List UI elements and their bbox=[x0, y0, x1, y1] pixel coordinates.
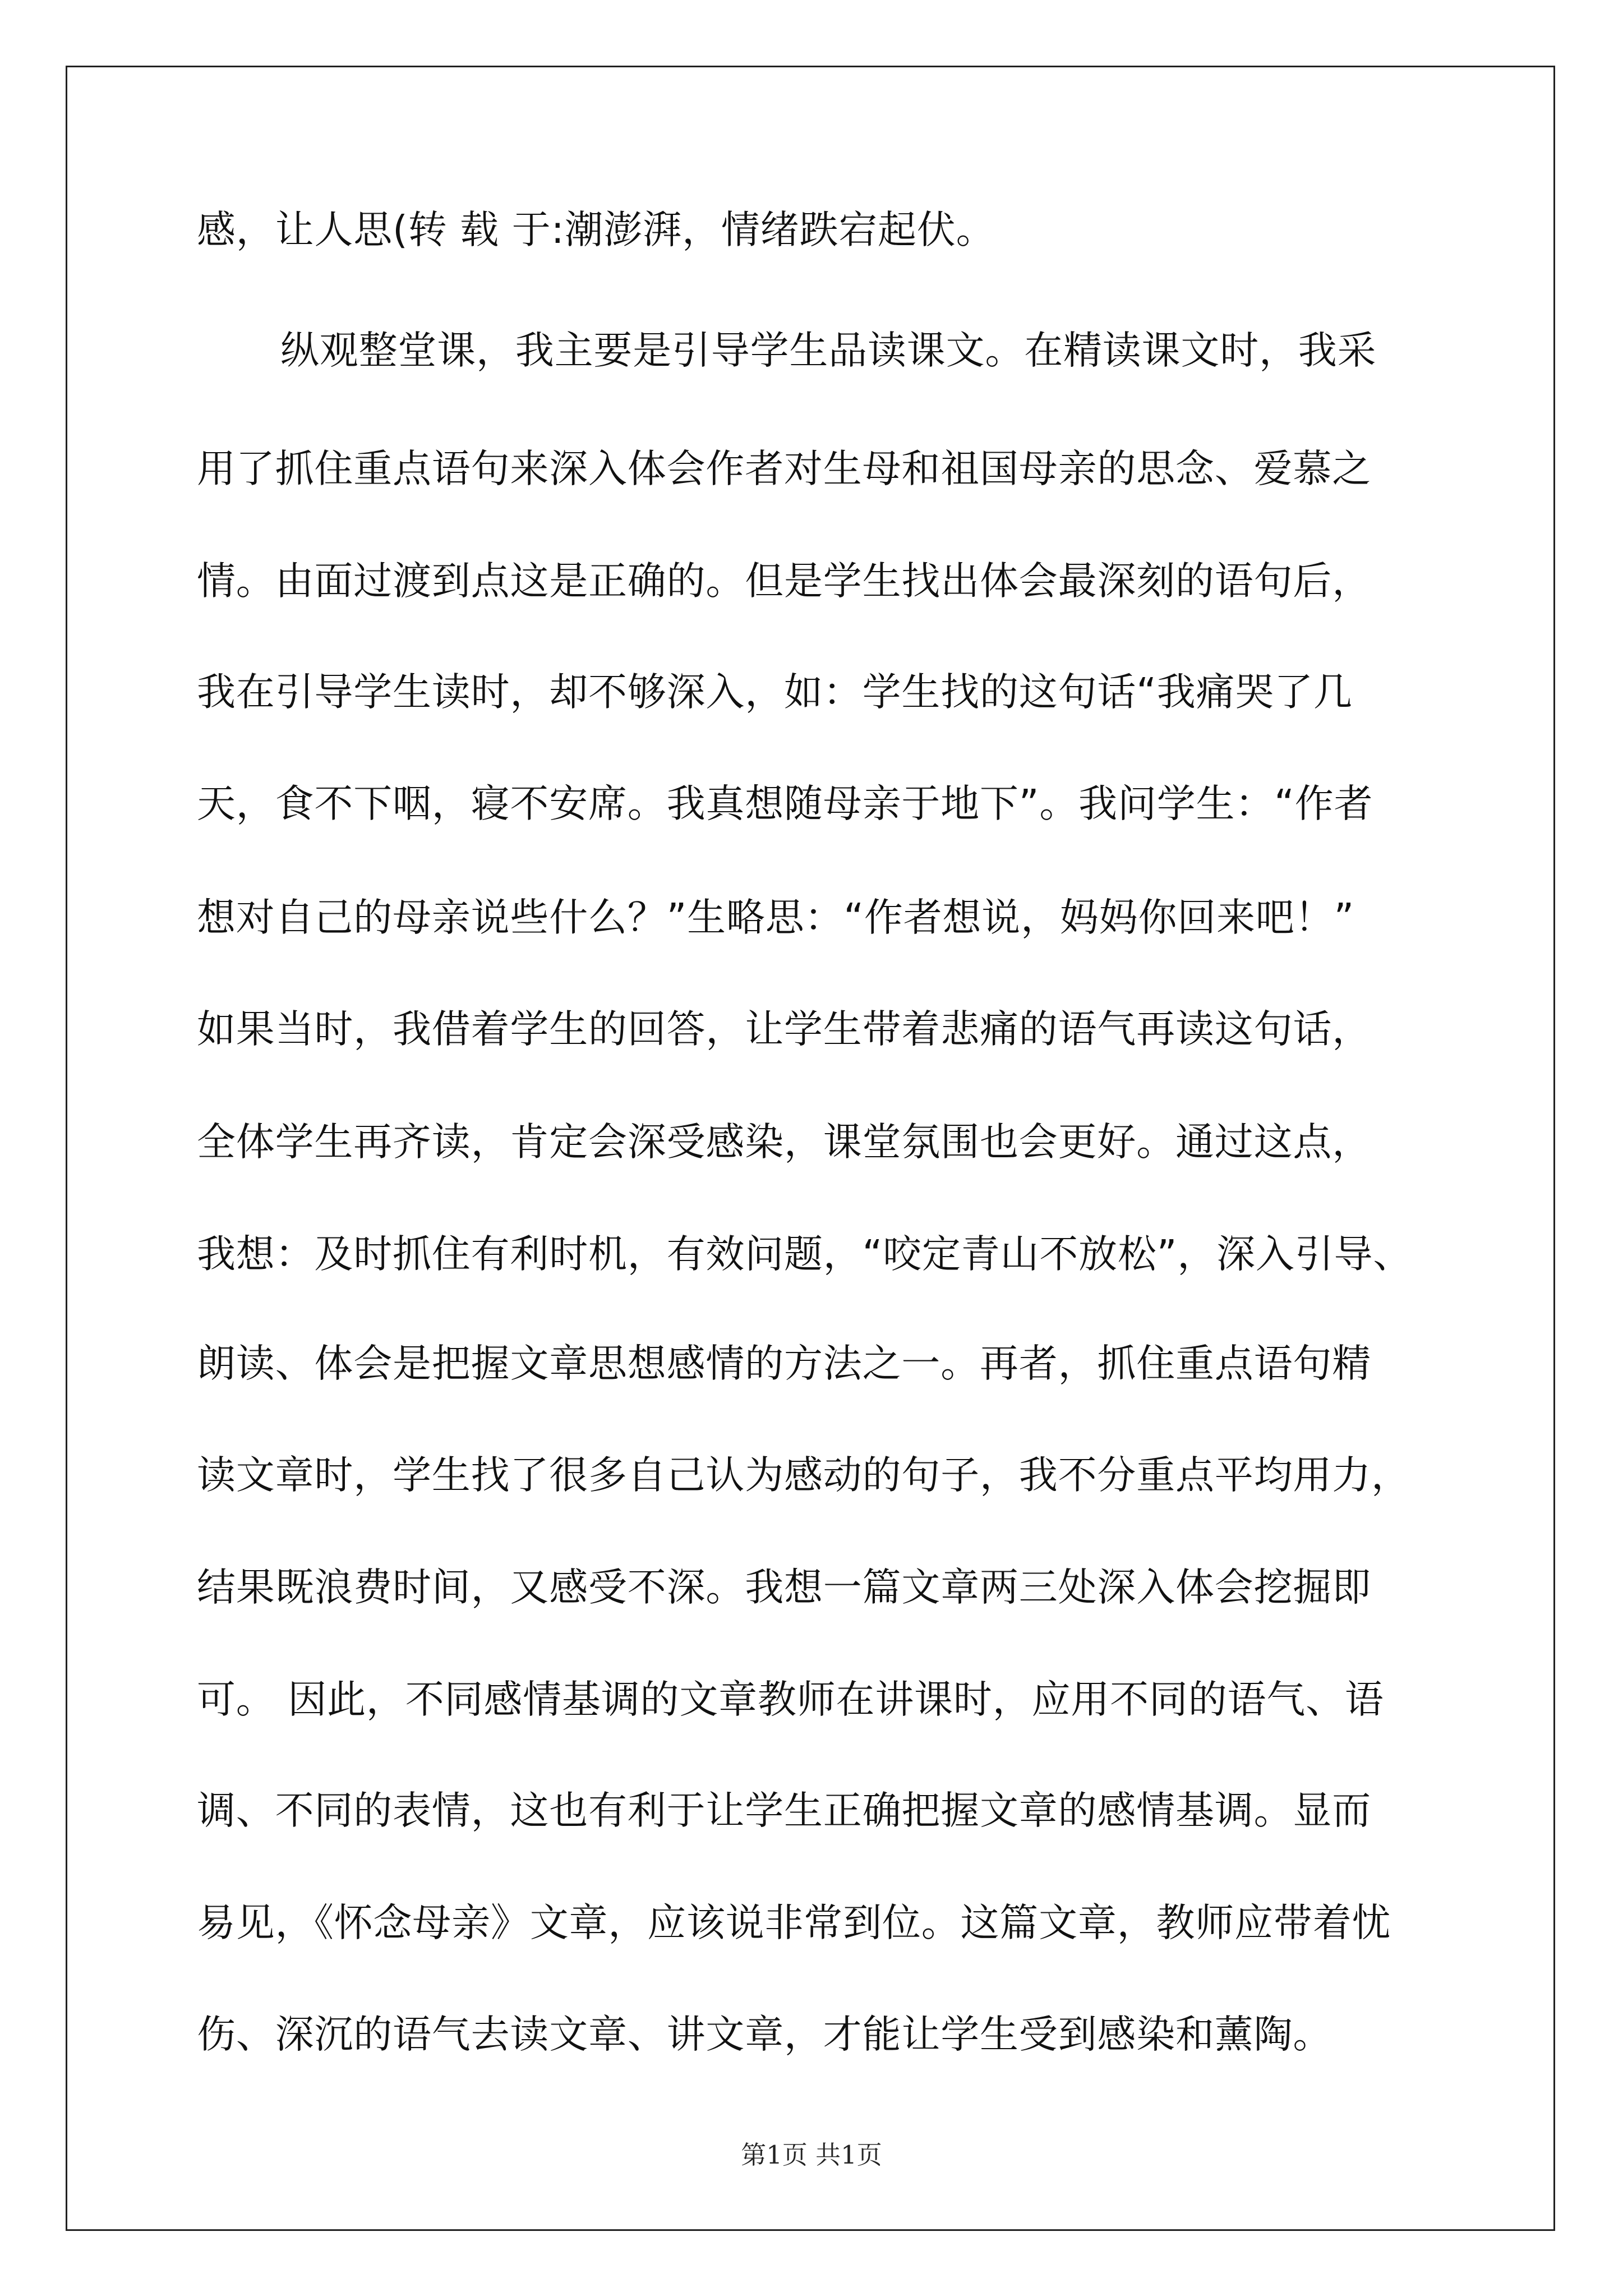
paragraph-line-9: 全体学生再齐读，肯定会深受感染，课堂氛围也会更好。通过这点， bbox=[197, 1120, 1371, 1165]
paragraph-line-7: 想对自己的母亲说些什么？”生略思：“作者想说，妈妈你回来吧！” bbox=[197, 895, 1355, 940]
paragraph-line-6: 天，食不下咽，寝不安席。我真想随母亲于地下”。我问学生：“作者 bbox=[197, 781, 1373, 826]
paragraph-line-14: 可。 因此，不同感情基调的文章教师在讲课时，应用不同的语气、语 bbox=[197, 1677, 1384, 1722]
paragraph-line-8: 如果当时，我借着学生的回答，让学生带着悲痛的语气再读这句话， bbox=[197, 1007, 1371, 1052]
paragraph-line-16: 易见，《怀念母亲》文章，应该说非常到位。这篇文章，教师应带着忧 bbox=[197, 1901, 1391, 1945]
paragraph-line-2: 纵观整堂课，我主要是引导学生品读课文。在精读课文时，我采 bbox=[280, 328, 1377, 373]
paragraph-line-17: 伤、深沉的语气去读文章、讲文章，才能让学生受到感染和薰陶。 bbox=[197, 2012, 1332, 2057]
paragraph-line-10: 我想：及时抓住有利时机，有效问题，“咬定青山不放松”，深入引导、 bbox=[197, 1232, 1413, 1277]
paragraph-line-13: 结果既浪费时间，又感受不深。我想一篇文章两三处深入体会挖掘即 bbox=[197, 1565, 1371, 1610]
paragraph-line-12: 读文章时，学生找了很多自己认为感动的句子，我不分重点平均用力， bbox=[197, 1453, 1410, 1498]
page-number-footer: 第1页 共1页 bbox=[741, 2140, 882, 2170]
paragraph-line-11: 朗读、体会是把握文章思想感情的方法之一。再者，抓住重点语句精 bbox=[197, 1341, 1371, 1386]
paragraph-line-1: 感，让人思(转 载 于:潮澎湃，情绪跌宕起伏。 bbox=[197, 208, 995, 252]
paragraph-line-3: 用了抓住重点语句来深入体会作者对生母和祖国母亲的思念、爱慕之 bbox=[197, 447, 1371, 491]
paragraph-line-5: 我在引导学生读时，却不够深入，如：学生找的这句话“我痛哭了几 bbox=[197, 670, 1353, 715]
paragraph-line-4: 情。由面过渡到点这是正确的。但是学生找出体会最深刻的语句后， bbox=[197, 559, 1371, 604]
paragraph-line-15: 调、不同的表情，这也有利于让学生正确把握文章的感情基调。显而 bbox=[197, 1788, 1371, 1833]
